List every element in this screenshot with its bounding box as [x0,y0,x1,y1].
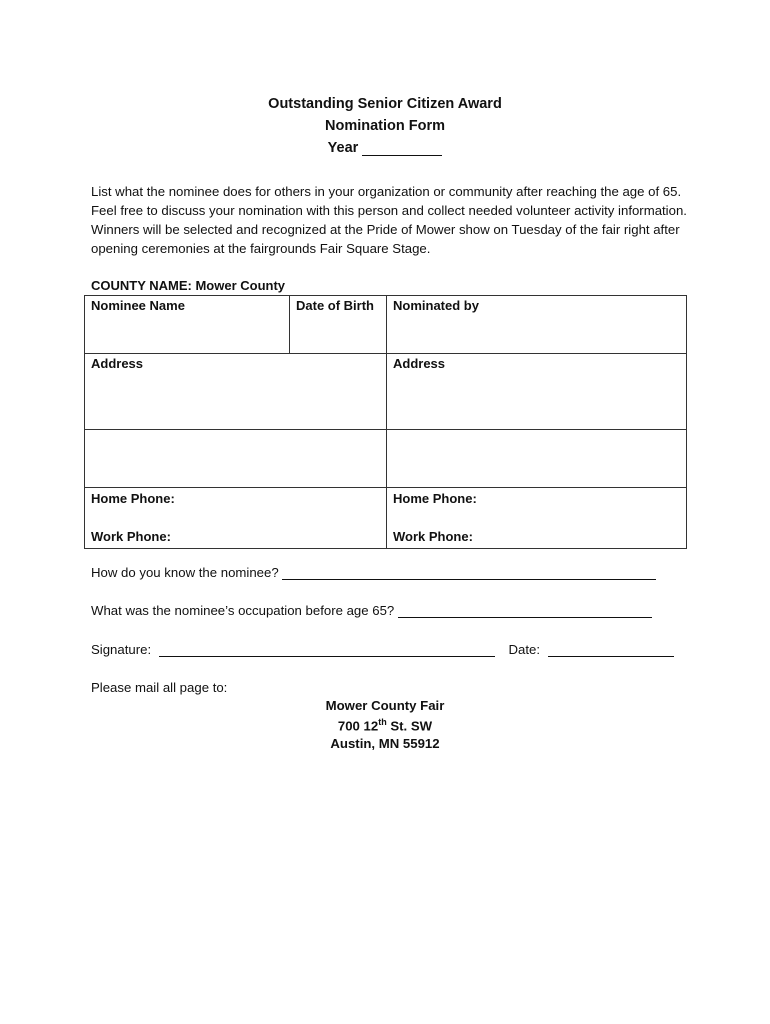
occupation-label: What was the nominee’s occupation before age 65? [91,603,395,618]
street-rest: St. SW [386,718,433,734]
county-name: COUNTY NAME: Mower County [91,278,286,293]
nominee-address-line2-cell[interactable] [85,430,387,488]
form-title: Outstanding Senior Citizen Award [268,96,502,112]
form-subtitle: Nomination Form [324,118,446,134]
know-nominee-field[interactable] [282,565,656,580]
intro-paragraph: List what the nominee does for others in your organization or community after reaching the age of 65. Feel free to discuss your nomination with this person and collect needed volunteer activity information. Winners will be selected and recognized at the Pride of Mower show on Tuesday of the fair right after opening ceremonies at the fairgrounds Fair Square Stage. [91,184,687,256]
date-of-birth-label: Date of Birth [296,298,374,313]
nominated-by-label: Nominated by [393,298,479,313]
signature-row [91,642,674,657]
nominee-name-label: Nominee Name [91,298,185,313]
nominator-address-line2-cell[interactable] [387,430,687,488]
year-line [0,140,770,156]
nominator-address-cell[interactable] [387,354,687,430]
occupation-row [91,603,652,618]
nominee-address-label: Address [91,356,144,371]
nominee-home-phone-label: Home Phone: [91,491,175,506]
know-nominee-row [91,565,656,580]
nominee-address-cell[interactable] [85,354,387,430]
nominee-work-phone-label: Work Phone: [91,529,171,544]
date-of-birth-cell[interactable] [290,296,387,354]
signature-field[interactable] [159,642,495,657]
nominator-address-label: Address [393,356,446,371]
nominator-work-phone-label: Work Phone: [393,529,473,544]
mail-address-city: Austin, MN 55912 [330,736,440,751]
signature-label: Signature: [91,642,152,657]
nominated-by-cell[interactable] [387,296,687,354]
nominee-info-table [84,295,687,549]
nominee-name-cell[interactable] [85,296,290,354]
occupation-field[interactable] [398,603,652,618]
mail-address-name: Mower County Fair [325,698,445,713]
street-number: 700 12 [337,718,379,734]
nominee-phone-cell[interactable] [85,488,387,549]
year-label: Year [327,140,359,156]
nominator-home-phone-label: Home Phone: [393,491,477,506]
date-field[interactable] [548,642,674,657]
date-label: Date: [508,642,540,657]
street-suffix: th [378,717,387,727]
know-nominee-label: How do you know the nominee? [91,565,279,580]
mail-label: Please mail all page to: [91,680,228,695]
year-field[interactable] [362,143,442,156]
nominator-phone-cell[interactable] [387,488,687,549]
mail-address-street [0,717,770,733]
